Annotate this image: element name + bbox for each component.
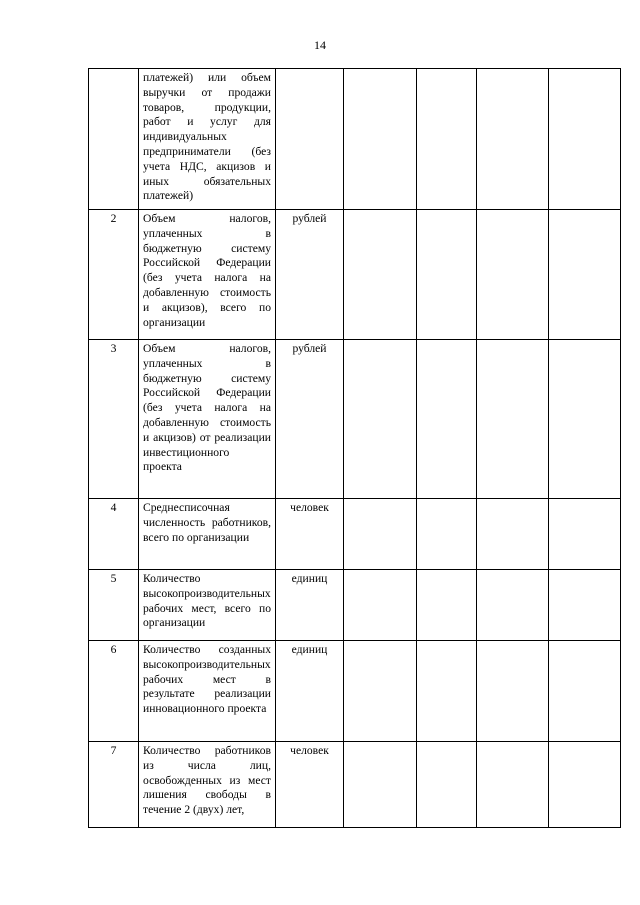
value-cell (344, 69, 417, 210)
indicator-text: платежей) или объем выручки от продажи товаров, продукции, работ и услуг для индивидуальных предприниматели (без учета НДС, акцизов и иных обязательных платежей) (143, 71, 271, 203)
unit-cell: единиц (276, 570, 344, 641)
value-cell (549, 641, 621, 742)
indicator-text: Количество созданных высокопроизводительных рабочих мест в результате реализации инновационного проекта (143, 643, 271, 716)
value-cell (477, 570, 549, 641)
indicator-cell (139, 69, 276, 210)
value-cell (417, 69, 477, 210)
unit-cell: единиц (276, 641, 344, 742)
value-cell (417, 570, 477, 641)
table-row (89, 499, 621, 570)
value-cell (417, 340, 477, 499)
indicator-text: Среднесписочная численность работников, всего по организации (143, 501, 271, 544)
value-cell (477, 340, 549, 499)
indicator-text: Количество работников из числа лиц, освобожденных из мест лишения свободы в течение 2 (двух) лет, (143, 744, 271, 817)
unit-cell: рублей (276, 210, 344, 340)
value-cell (549, 499, 621, 570)
value-cell (477, 210, 549, 340)
indicator-text: Количество высокопроизводительных рабочих мест, всего по организации (143, 572, 271, 630)
value-cell (344, 742, 417, 828)
page-number: 14 (314, 38, 326, 52)
value-cell (549, 742, 621, 828)
row-number: 6 (89, 641, 139, 742)
value-cell (417, 641, 477, 742)
value-cell (477, 641, 549, 742)
value-cell (344, 570, 417, 641)
unit-cell (276, 69, 344, 210)
row-number: 3 (89, 340, 139, 499)
unit-cell: человек (276, 742, 344, 828)
table-row (89, 570, 621, 641)
value-cell (344, 210, 417, 340)
indicator-cell (139, 570, 276, 641)
value-cell (549, 340, 621, 499)
value-cell (477, 742, 549, 828)
row-number (89, 69, 139, 210)
indicator-text: Объем налогов, уплаченных в бюджетную систему Российской Федерации (без учета налога на добавленную стоимость и акцизов) от реализации инвестиционного проекта (143, 342, 271, 474)
value-cell (344, 499, 417, 570)
value-cell (417, 499, 477, 570)
table-row (89, 340, 621, 499)
indicators-table (88, 68, 621, 828)
table-row (89, 69, 621, 210)
value-cell (417, 742, 477, 828)
table-row (89, 210, 621, 340)
value-cell (477, 69, 549, 210)
unit-cell: рублей (276, 340, 344, 499)
table-row (89, 641, 621, 742)
table-row (89, 742, 621, 828)
row-number: 5 (89, 570, 139, 641)
row-number: 2 (89, 210, 139, 340)
indicator-cell (139, 499, 276, 570)
row-number: 4 (89, 499, 139, 570)
indicator-cell (139, 210, 276, 340)
value-cell (549, 69, 621, 210)
unit-cell: человек (276, 499, 344, 570)
indicator-cell (139, 340, 276, 499)
indicator-cell (139, 742, 276, 828)
value-cell (549, 210, 621, 340)
row-number: 7 (89, 742, 139, 828)
value-cell (417, 210, 477, 340)
value-cell (344, 340, 417, 499)
value-cell (344, 641, 417, 742)
indicator-cell (139, 641, 276, 742)
value-cell (549, 570, 621, 641)
value-cell (477, 499, 549, 570)
indicator-text: Объем налогов, уплаченных в бюджетную систему Российской Федерации (без учета налога на добавленную стоимость и акцизов), всего по организации (143, 212, 271, 329)
